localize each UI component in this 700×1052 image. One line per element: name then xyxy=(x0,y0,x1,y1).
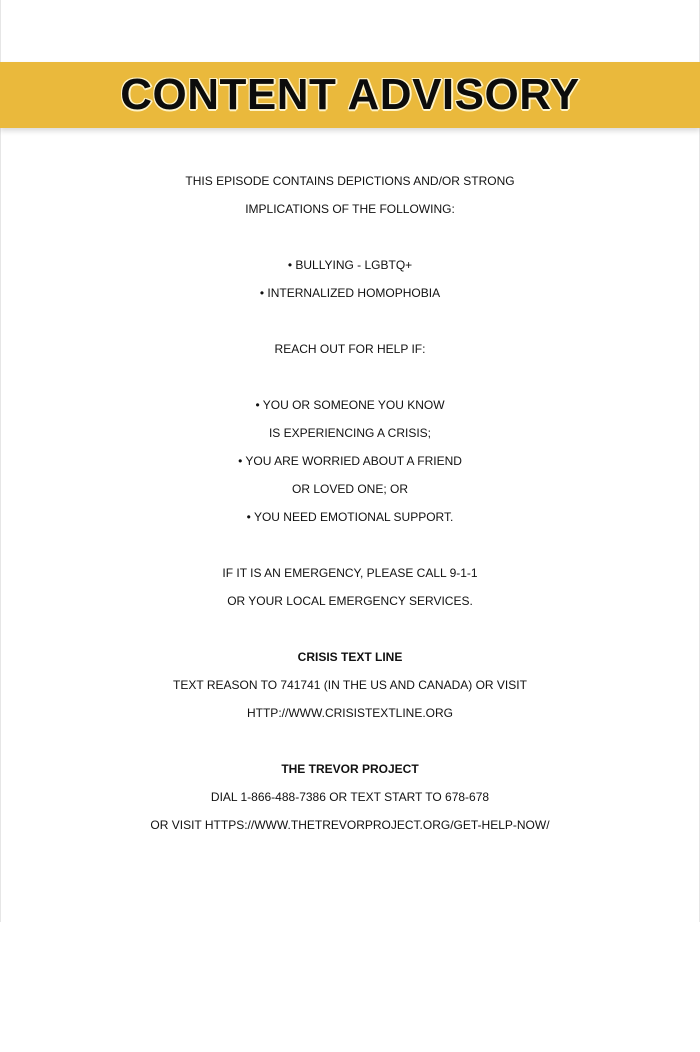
help-heading: REACH OUT FOR HELP IF: xyxy=(274,342,426,356)
help-line: OR LOVED ONE; OR xyxy=(291,482,409,496)
spacer xyxy=(0,307,700,335)
advisory-title: CONTENT ADVISORY xyxy=(120,70,580,119)
topic-item: • BULLYING - LGBTQ+ xyxy=(287,258,413,272)
help-line: • YOU OR SOMEONE YOU KNOW xyxy=(255,398,445,412)
topic-item: • INTERNALIZED HOMOPHOBIA xyxy=(259,286,441,300)
crisis-text-line-heading: CRISIS TEXT LINE xyxy=(297,650,403,664)
spacer xyxy=(0,363,700,391)
emergency-line-2: OR YOUR LOCAL EMERGENCY SERVICES. xyxy=(227,594,473,608)
spacer xyxy=(0,727,700,755)
spacer xyxy=(0,531,700,559)
crisis-text-line-instructions: TEXT REASON TO 741741 (IN THE US AND CANADA) OR VISIT xyxy=(173,678,527,692)
intro-line-1: THIS EPISODE CONTAINS DEPICTIONS AND/OR STRONG xyxy=(185,174,515,188)
trevor-project-heading: THE TREVOR PROJECT xyxy=(281,762,419,776)
emergency-line-1: IF IT IS AN EMERGENCY, PLEASE CALL 9-1-1 xyxy=(222,566,478,580)
trevor-project-phone: DIAL 1-866-488-7386 OR TEXT START TO 678-678 xyxy=(210,790,490,804)
help-line: • YOU NEED EMOTIONAL SUPPORT. xyxy=(246,510,454,524)
intro-line-2: IMPLICATIONS OF THE FOLLOWING: xyxy=(245,202,455,216)
spacer xyxy=(0,615,700,643)
help-line: • YOU ARE WORRIED ABOUT A FRIEND xyxy=(238,454,462,468)
crisis-text-line-url: HTTP://WWW.CRISISTEXTLINE.ORG xyxy=(246,706,453,720)
advisory-content xyxy=(0,167,700,839)
advisory-banner xyxy=(0,62,700,128)
spacer xyxy=(0,223,700,251)
help-line: IS EXPERIENCING A CRISIS; xyxy=(268,426,432,440)
trevor-project-url: OR VISIT HTTPS://WWW.THETREVORPROJECT.ORG/GET-HELP-NOW/ xyxy=(150,818,550,832)
